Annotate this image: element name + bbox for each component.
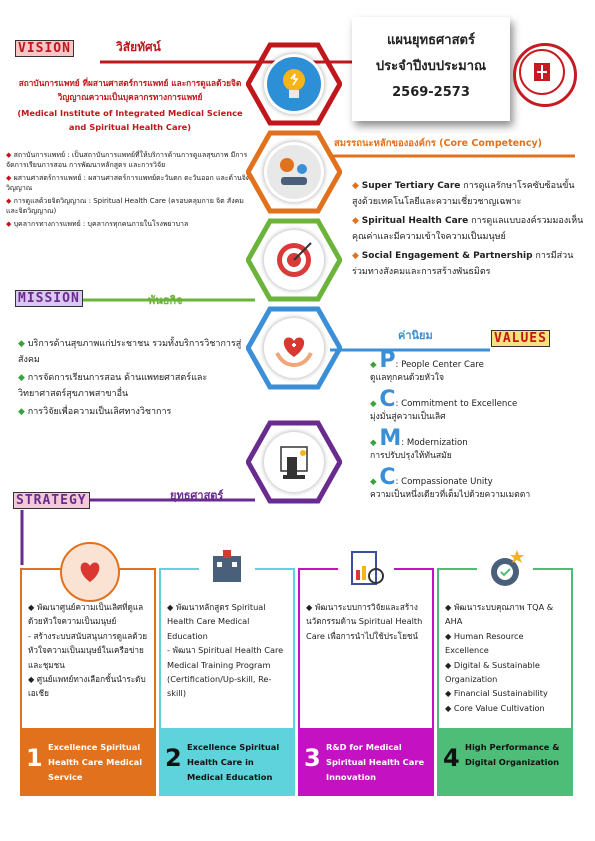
vision-note: ◆ การดูแลด้วยจิตวิญญาณ : Spiritual Health Care (ครอบคลุมกาย จิต สังคม และจิตวิญญาณ) <box>6 197 244 215</box>
strategy-heading: ยุทธศาสตร์ <box>170 489 224 502</box>
value-item: ◆ P: People Center Care ดูแลทุกคนด้วยหัวใจ <box>370 348 484 383</box>
vision-note: ◆ บุคลากรทางการแพทย์ : บุคลากรทุกคนภายในโรงพยาบาล <box>6 220 189 228</box>
vision-tag: VISION <box>14 40 75 57</box>
heart-care-icon <box>60 542 120 602</box>
vision-statement-en: (Medical Institute of Integrated Medical Science and Spiritual Health Care) <box>17 108 243 132</box>
core-competency-list <box>352 178 584 280</box>
mission-heading: พันธกิจ <box>148 294 183 307</box>
core-item: ◆ Social Engagement & Partnership การมีส่วนร่วมทางสังคมและการสร้างพันธมิตร <box>352 251 574 277</box>
strategy-text: ◆ พัฒนาระบบคุณภาพ TQA & AHA ◆ Human Resource Excellence ◆ Digital & Sustainable Organization ◆ Financial Sustainability ◆ Core Value Cultivation <box>445 602 554 713</box>
strategy-column-3 <box>298 568 434 796</box>
values-list <box>370 348 590 502</box>
strategy-hexagon <box>246 420 342 504</box>
vision-note: ◆ สถาบันการแพทย์ : เป็นสถาบันการแพทย์ที่ให้บริการด้านการดูแลสุขภาพ มีการจัดการเรียนการสอน การพัฒนาหลักสูตร และการวิจัย <box>6 151 248 169</box>
lightbulb-icon <box>267 57 321 111</box>
vision-statement: สถาบันการแพทย์ ที่ผสานศาสตร์การแพทย์ และการดูแลด้วยจิตวิญญาณความเป็นบุคลากรทางการแพทย์ <box>18 78 242 102</box>
mission-item: ◆ การวิจัยเพื่อความเป็นเลิศทางวิชาการ <box>18 407 172 417</box>
strategy-title: R&D for Medical Spiritual Health Care Innovation <box>326 742 425 782</box>
mission-item: ◆ บริการด้านสุขภาพแก่ประชาชน รวมทั้งบริการวิชาการสู่สังคม <box>18 339 242 365</box>
core-item: ◆ Spiritual Health Care การดูแลแบบองค์รวมมองเห็นคุณค่าและมีความเข้าใจความเป็นมนุษย์ <box>352 216 584 242</box>
core-competency-heading: สมรรถนะหลักขององค์กร (Core Competency) <box>334 138 542 149</box>
title-line3: 2569-2573 <box>392 85 470 100</box>
mission-tag: MISSION <box>14 290 84 307</box>
title-line1: แผนยุทธศาสตร์ <box>387 33 475 48</box>
heart-hands-icon <box>267 321 321 375</box>
institution-seal-logo <box>513 43 577 107</box>
strategy-text: ◆ พัฒนาหลักสูตร Spiritual Health Care Medical Education - พัฒนา Spiritual Health Care Medical Training Program (Certification/Up-skill, Re-skill) <box>167 602 284 699</box>
vision-heading: วิสัยทัศน์ <box>116 40 161 54</box>
mission-list <box>18 336 254 420</box>
gear-check-icon <box>477 542 533 598</box>
value-item: ◆ C: Commitment to Excellence มุ่งมั่นสู่ความเป็นเลิศ <box>370 387 518 422</box>
values-heading: ค่านิยม <box>398 329 433 342</box>
strategy-title: Excellence Spiritual Health Care Medical Service <box>48 742 143 782</box>
values-hexagon <box>246 306 342 390</box>
target-icon <box>267 233 321 287</box>
values-tag: VALUES <box>490 330 551 347</box>
strategy-text: ◆ พัฒนาศูนย์ความเป็นเลิศที่ดูแลด้วยหัวใจความเป็นมนุษย์ - สร้างระบบสนับสนุนการดูแลด้วยหัวใจความเป็นมนุษย์ในเครือข่ายและชุมชน ◆ ศูนย์แพทย์ทางเลือกชั้นนำระดับเอเชีย <box>28 602 147 699</box>
title-line2: ประจำปีงบประมาณ <box>375 59 487 74</box>
strategy-column-2 <box>159 568 295 796</box>
strategy-text: ◆ พัฒนาระบบการวิจัยและสร้างนวัตกรรมด้าน Spiritual Health Care เพื่อการนำไปใช้ประโยชน์ <box>306 602 423 641</box>
strategy-tag: STRATEGY <box>12 492 91 509</box>
hospital-education-icon <box>199 542 255 598</box>
core-hexagon <box>246 130 342 214</box>
vision-notes <box>6 150 251 229</box>
mission-item: ◆ การจัดการเรียนการสอน ด้านแพทยศาสตร์และวิทยาศาสตร์สุขภาพสาขาอื่น <box>18 373 208 399</box>
core-item: ◆ Super Tertiary Care การดูแลรักษาโรคซับซ้อนขั้นสูงด้วยเทคโนโลยีและความเชี่ยวชาญเฉพาะ <box>352 181 575 207</box>
value-item: ◆ C: Compassionate Unity ความเป็นหนึ่งเดียวที่เต็มไปด้วยความเมตตา <box>370 465 531 500</box>
strategy-column-1 <box>20 568 156 796</box>
strategy-title: High Performance & Digital Organization <box>465 742 560 767</box>
research-document-icon <box>338 542 394 598</box>
strategy-number: 2 <box>165 744 182 772</box>
teamwork-gear-icon <box>267 145 321 199</box>
chess-strategy-icon <box>267 435 321 489</box>
strategy-number: 4 <box>443 744 460 772</box>
vision-hexagon <box>246 42 342 126</box>
vision-note: ◆ ผสานศาสตร์การแพทย์ : ผสานศาสตร์การแพทย์ตะวันตก ตะวันออก และด้านจิตวิญญาณ <box>6 174 251 192</box>
mission-hexagon <box>246 218 342 302</box>
strategy-column-4 <box>437 568 573 796</box>
strategy-number: 3 <box>304 744 321 772</box>
strategy-number: 1 <box>26 744 43 772</box>
value-item: ◆ M: Modernization การปรับปรุงให้ทันสมัย <box>370 426 468 461</box>
title-box <box>352 17 510 121</box>
strategy-title: Excellence Spiritual Health Care in Medical Education <box>187 742 280 782</box>
